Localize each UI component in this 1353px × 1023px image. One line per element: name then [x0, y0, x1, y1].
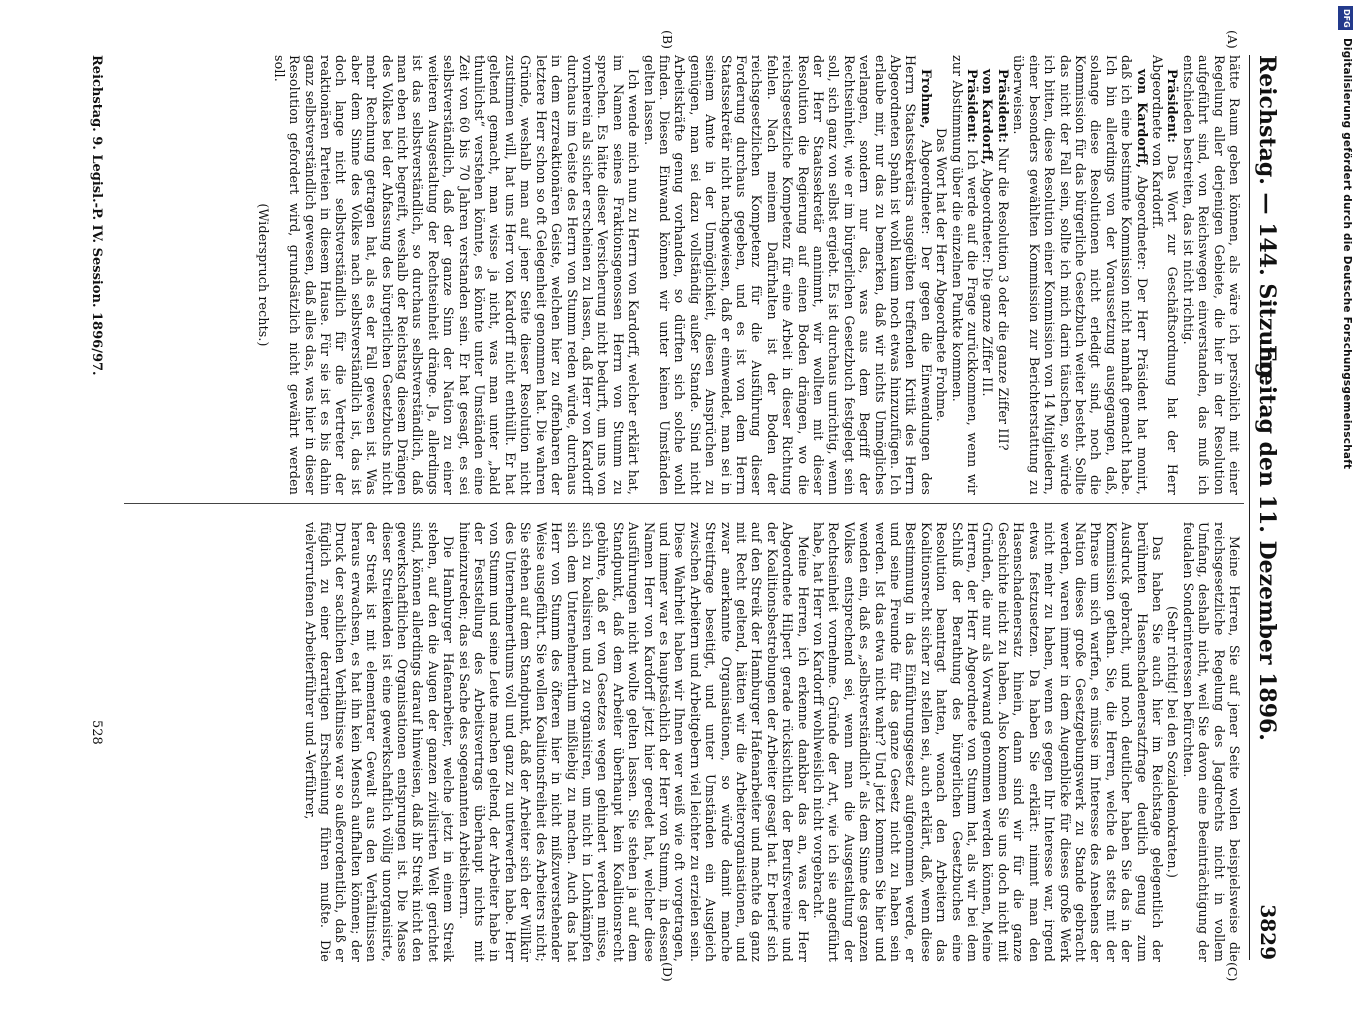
page-header — [1249, 55, 1280, 960]
left-paragraph — [1150, 55, 1181, 495]
column-divider — [124, 503, 1244, 504]
right-paragraph — [456, 522, 810, 962]
left-paragraph — [980, 55, 995, 495]
left-paragraph — [641, 55, 934, 495]
paragraph-text: Abgeordneter: Der Herr Präsident hat monirt, daß ich eine bestimmte Kommission nicht namhaft gemacht habe. Ich bin allerdings von der Voraussetzung ausgegangen, daß, solange diese Resolutionen nicht erledigt sind, noch die Kommission für das bürgerliche Gesetzbuch weiter besteht. Sollte das nicht der Fall sein, sollte ich mich darin täuschen, so würde ich bitten, diese Resolution einer Kommission von 14 Mitgliedern, einer besonders gewählten Kommission zur Berichterstattung zu überweisen. — [1011, 55, 1150, 495]
funding-note-strip — [1340, 8, 1353, 993]
margin-marker-b: (B) — [660, 30, 675, 49]
paragraph-text: (Widerspruch rechts.) — [256, 203, 272, 347]
left-paragraph — [1011, 55, 1150, 495]
speaker-name: Präsident: — [995, 69, 1011, 144]
right-paragraph — [1180, 522, 1242, 962]
paragraph-text: Nur die Resolution 3 oder die ganze Ziffer III? — [995, 143, 1011, 451]
paragraph-text: (Sehr richtig! bei den Sozialdemokraten.) — [1165, 605, 1181, 879]
text-column-left — [112, 55, 1242, 495]
paragraph-text: Das haben Sie auch hier im Reichstage gelegentlich der berühmten Hasenschadenersatzfrage deutlich genug zum Ausdruck gebracht, und noch deutlicher haben Sie das in der Kommission gethan. Sie, die Herren, welche da stets mit der Phrase um sich warfen, es müsse im Interesse des Ansehens der Nation dieses große Gesetzgebungswerk zu Stande gebracht werden, waren immer in dem Augenblicke für dieses große Werk nicht mehr zu haben, wenn es gegen Ihr Interesse war, irgend etwas festzusetzen. Da haben Sie erklärt: nimmt man den Hasenschadenersatz hinein, dann sind wir für die ganze Geschichte nicht zu haben. Also kommen Sie uns doch nicht mit Gründen, die nur als Vorwand genommen werden können, Meine Herren, der Herr Abgeordnete von Stumm hat, als wir bei dem Schluß der Berathung des bürgerlichen Gesetzbuches eine Resolution beantragt hatten, wonach den Arbeitern das Koalitionsrecht sicher zu stellen sei, auch erklärt, daß, wenn diese Bestimmung in das Einführungsgesetz aufgenommen werde, er und seine Freunde für das ganze Gesetz nicht zu haben sein werden. Ist das etwa nicht wahr? Und jetzt kommen Sie hier und wenden ein, daß es „selbstverständlich“ als dem Sinne des ganzen Volkes entsprechend sei, wenn man die Ausgestaltung der Rechtseinheit vornehme. Gründe der Art, wie ich sie angeführt habe, hat Herr von Kardorff wohlweislich nicht vorgebracht. — [811, 522, 1165, 962]
paragraph-text: Das Wort hat der Herr Abgeordnete Frohme. — [934, 128, 950, 422]
margin-marker-a: (A) — [1225, 30, 1240, 49]
margin-marker-c: (C) — [1225, 962, 1240, 982]
paragraph-text: Abgeordneter: Der gegen die Einwendungen des Herrn Staatssekretärs ausgeübten treffenden Kritik des Herrn Abgeordneten Spahn ist wohl kaum noch etwas hinzuzufügen. Ich erlaube mir, nur das zu bemerken, daß wir nichts Unmögliches verlangen, sondern nur das, was aus dem Begriff der Rechtseinheit, wie er im bürgerlichen Gesetzbuch festgelegt sein soll, sich ganz von selbst ergiebt. Es ist durchaus unrichtig, wenn der Herr Staatssekretär annimmt, wir wollten mit dieser Resolution die Regierung auf einen Boden drängen, wo die reichsgesetzliche Kompetenz für eine Arbeit in dieser Richtung fehlen. Nach meinem Dafürhalten ist der Boden der reichsgesetzlichen Kompetenz für die Ausführung dieser Forderung durchaus gegeben, und es ist von dem Herrn Staatssekretär nicht nachgewiesen, daß er einwendet, man sei in seinem Amte in der Unmöglichkeit, diesen Ansprüchen zu genügen, man sei dazu vollständig außer Stande. Sind nicht Arbeitskräfte genug vorhanden, so dürften sich solche wohl finden. Diesen Einwand können wir unter keinen Umständen gelten lassen. — [641, 55, 934, 495]
footer-sheet-number: 528 — [89, 720, 104, 745]
right-paragraph — [302, 522, 456, 962]
header-left: Reichstag. — 144. Sitzung. — [1254, 55, 1280, 386]
header-page-number: 3829 — [1256, 904, 1280, 960]
paragraph-text: Das Wort zur Geschäftsordnung hat der Herr Abgeordnete von Kardorff. — [1149, 55, 1181, 495]
right-paragraph — [1165, 522, 1180, 962]
left-paragraph — [1180, 55, 1242, 495]
paragraph-text: Abgeordneter: Die ganze Ziffer III. — [980, 164, 996, 397]
paragraph-text: Meine Herren, Sie auf jener Seite wollen beispielsweise die reichsgesetzliche Regelung des Jagdrechts nicht in vollem Umfang, deshalb nicht, weil Sie davon eine Beeinträchtigung der feudalen Sonderinteressen befürchten. — [1180, 522, 1242, 962]
header-date: Freitag den 11. Dezember 1896. — [1254, 345, 1280, 741]
speaker-name: von Kardorff, — [980, 69, 996, 165]
document-page — [20, 0, 1310, 1000]
speaker-name: Präsident: — [1165, 69, 1181, 144]
paragraph-text: Ich wende mich nun zu Herrn von Kardorff, welcher erklärt hat, im Namen seines Fraktionsgenossen Herrn von Stumm zu sprechen. Es hätte dieser Versicherung nicht bedurft, um uns von vornherein als sicher erscheinen zu lassen, daß Herr von Kardorff durchaus im Geiste des Herrn von Stumm reden würde, durchaus in dem erzreaktionären Geiste, welchen hier zu offenbaren der letztere Herr schon so oft Gelegenheit genommen hat. Die wahren Gründe, weshalb man auf jener Seite dieser Resolution nicht zustimmen will, hat uns Herr von Kardorff nicht enthüllt. Er hat geltend gemacht, man wisse ja nicht, was man unter „bald thunlichst“ verstehen könnte, es könnte unter Umständen eine Zeit von 60 bis 70 Jahren verstanden sein. Er hat gesagt, es sei selbstverständlich, daß der ganze Sinn der Nation zu einer weiteren Ausgestaltung der Rechtseinheit dränge. Ja, allerdings ist das selbstverständlich, so durchaus selbstverständlich, daß man eben nicht begreift, weshalb der Reichstag diesem Drängen des Volkes bei der Abfassung des bürgerlichen Gesetzbuchs nicht mehr Rechnung getragen hat, als es der Fall gewesen ist. Was aber dem Sinne des Volkes nach selbstverständlich ist, das ist doch lange nicht selbstverständlich für die Vertreter der reaktionären Parteien in diesem Hause. Für sie ist es bis dahin ganz selbstverständlich gewesen, daß alles das, was hier in dieser Resolution gefordert wird, grundsätzlich nicht gewährt werden soll. — [271, 55, 642, 495]
speaker-name: Frohme, — [918, 69, 934, 129]
paragraph-text: Die Hamburger Hafenarbeiter, welche jetzt in einem Streik stehen, auf den die Augen der ganzen zivilisirten Welt gerichtet sind, können allerdings darauf hinweisen, daß ihr Streik nicht den gewerkschaftlichen Organisationen entsprungen ist. Die Masse dieser Streikenden ist eine gewerkschaftlich völlig unorganisirte, der Streik ist mit elementarer Gewalt aus den Verhältnissen heraus erwachsen, es hat ihn kein Mensch aufhalten können; der Druck der sachlichen Verhältnisse war so außerordentlich, daß er füglich zu einer derartigen Erscheinung führen mußte. Die vielverrufenen Arbeiterführer und -Verführer, — [302, 522, 457, 962]
speaker-name: Präsident: — [965, 69, 981, 144]
text-column-right — [112, 522, 1242, 962]
left-paragraph — [996, 55, 1011, 495]
dfg-logo: DFG — [1338, 6, 1353, 30]
speaker-name: von Kardorff, — [1134, 69, 1150, 169]
footer-session: Reichstag. 9. Legisl.-P. IV. Session. 1896/97. — [89, 55, 104, 376]
funding-note: Digitalisierung gefördert durch die Deutsche Forschungsgemeinschaft — [1341, 38, 1353, 470]
margin-marker-d: (D) — [660, 962, 675, 982]
left-paragraph — [949, 55, 980, 495]
right-paragraph — [811, 522, 1165, 962]
paragraph-text: Ich werde auf die Frage zurückkommen, wenn wir zur Abstimmung über die einzelnen Punkte kommen. — [949, 55, 981, 495]
left-paragraph — [256, 55, 271, 495]
paragraph-text: hätte Raum geben können, als wäre ich persönlich mit einer Regelung aller derjenigen Gebiete, die hier in der Resolution aufgeführt sind, von Reichswegen einverstanden, das muß ich entschieden bestreiten, das ist nicht richtig. — [1180, 55, 1242, 495]
left-paragraph — [934, 55, 949, 495]
paragraph-text: Meine Herren, ich erkenne dankbar das an, was der Herr Abgeordnete Hilpert gerade rücksichtlich der Berufsvereine und der Koalitionsbestrebungen der Arbeiter gesagt hat. Er berief sich auf den Streik der Hamburger Hafenarbeiter und machte da ganz mit Recht geltend, hätten wir die Arbeiterorganisationen, und zwar anerkannte Organisationen, so würde damit manche Streitfrage beseitigt, und unter Umständen ein Ausgleich zwischen Arbeitern und Arbeitgebern viel leichter zu erzielen sein. Diese Wahrheit haben wir Ihnen wer weiß wie oft vorgetragen, und immer war es hauptsächlich der Herr von Stumm, in dessen Namen Herr von Kardorff jetzt hier geredet hat, welcher diese Ausführungen nicht wollte gelten lassen. Sie stehen ja auf dem Standpunkt, daß dem Arbeiter überhaupt kein Koalitionsrecht gebühre, daß er von Gesetzes wegen gehindert werden müsse, sich zu koalisiren und zu organisiren, um nicht in Lohnkämpfen sich dem Unternehmerthum mißliebig zu machen. Auch das hat Herr von Stumm des öfteren hier in nicht mißzuverstehender Weise ausgeführt. Sie wollen Koalitionsfreiheit des Arbeiters nicht; Sie stehen auf dem Standpunkt, daß der Arbeiter sich der Willkür des Unternehmerthums voll und ganz zu unterwerfen habe. Herr von Stumm und seine Leute machen geltend, der Arbeiter habe in der Feststellung des Arbeitsvertrags überhaupt nichts mit hineinzureden; das sei Sache des sogenannten Arbeitsherrn. — [456, 522, 811, 962]
left-paragraph — [271, 55, 641, 495]
